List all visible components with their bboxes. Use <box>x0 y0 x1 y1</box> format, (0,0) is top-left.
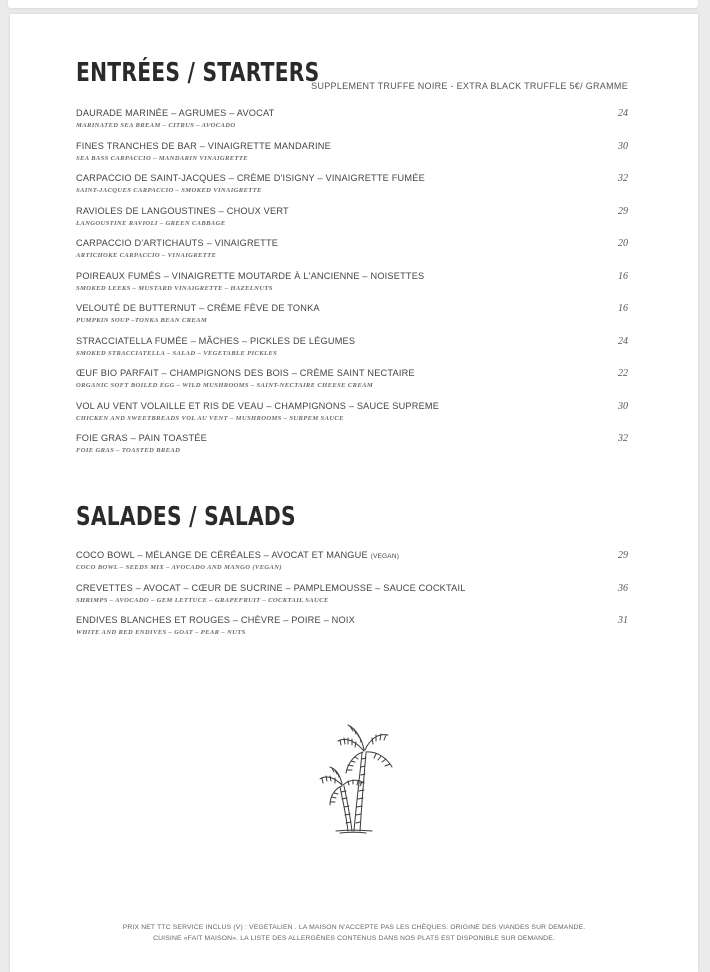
starters-title: ENTRÉES / STARTERS <box>76 58 320 88</box>
item-price: 29 <box>618 550 628 561</box>
item-translation: COCO BOWL – SEEDS MIX – AVOCADO AND MANGO (VEGAN) <box>76 564 282 571</box>
footer-line-1: PRIX NET TTC SERVICE INCLUS (V) : VEGETALIEN . LA MAISON N'ACCEPTE PAS LES CHÈQUES. ORIGINE DES VIANDES SUR DEMANDE. <box>122 924 586 931</box>
menu-item <box>76 615 628 643</box>
item-translation: FOIE GRAS – TOASTED BREAD <box>76 447 181 454</box>
item-translation: MARINATED SEA BREAM – CITRUS – AVOCADO <box>76 122 236 129</box>
item-name: FINES TRANCHES DE BAR – VINAIGRETTE MANDARINE <box>76 140 331 151</box>
palm-trees-icon <box>310 719 396 837</box>
footer-legal <box>10 922 698 944</box>
menu-item <box>76 108 628 136</box>
vegan-tag: (VEGAN) <box>370 553 400 560</box>
menu-item <box>76 401 628 429</box>
menu-item <box>76 141 628 169</box>
item-translation: SEA BASS CARPACCIO – MANDARIN VINAIGRETTE <box>76 154 248 162</box>
menu-item <box>76 271 628 299</box>
item-name: VELOUTÉ DE BUTTERNUT – CRÈME FÈVE DE TONKA <box>76 303 320 313</box>
item-name: CREVETTES – AVOCAT – CŒUR DE SUCRINE – PAMPLEMOUSSE – SAUCE COCKTAIL <box>76 582 466 593</box>
menu-item <box>76 550 628 578</box>
item-name: VOL AU VENT VOLAILLE ET RIS DE VEAU – CHAMPIGNONS – SAUCE SUPREME <box>76 400 440 411</box>
menu-item <box>76 583 628 611</box>
item-price: 24 <box>618 335 628 347</box>
item-translation: WHITE AND RED ENDIVES – GOAT – PEAR – NUTS <box>76 629 246 636</box>
item-name: POIREAUX FUMÉS – VINAIGRETTE MOUTARDE À L'ANCIENNE – NOISETTES <box>76 270 425 281</box>
item-price: 16 <box>618 303 628 314</box>
truffle-supplement-note: SUPPLEMENT TRUFFE NOIRE - EXTRA BLACK TRUFFLE 5€/ GRAMME <box>311 81 628 91</box>
item-name: CARPACCIO DE SAINT-JACQUES – CRÈME D'ISIGNY – VINAIGRETTE FUMÉE <box>76 173 425 183</box>
menu-item <box>76 303 628 331</box>
item-name: RAVIOLES DE LANGOUSTINES – CHOUX VERT <box>76 205 289 216</box>
item-translation: PUMPKIN SOUP –TONKA BEAN CREAM <box>76 317 208 324</box>
item-translation: SMOKED STRACCIATELLA – SALAD – VEGETABLE PICKLES <box>76 349 278 357</box>
item-translation: CHICKEN AND SWEETBREADS VOL AU VENT – MUSHROOMS – SURPEM SAUCE <box>76 414 344 422</box>
menu-item <box>76 206 628 234</box>
item-price: 32 <box>618 173 628 184</box>
footer-line-2: CUISINE «FAIT MAISON». LA LISTE DES ALLERGÈNES CONTENUS DANS NOS PLATS EST DISPONIBLE SUR DEMANDE. <box>153 935 555 942</box>
item-name: ENDIVES BLANCHES ET ROUGES – CHÈVRE – POIRE – NOIX <box>76 615 355 625</box>
item-translation: SHRIMPS – AVOCADO – GEM LETTUCE – GRAPEFRUIT – COCKTAIL SAUCE <box>76 596 329 604</box>
item-price: 30 <box>618 140 628 152</box>
menu-item <box>76 238 628 266</box>
item-price: 31 <box>618 615 628 626</box>
menu-item <box>76 368 628 396</box>
item-name: ŒUF BIO PARFAIT – CHAMPIGNONS DES BOIS – CRÈME SAINT NECTAIRE <box>76 368 415 378</box>
item-name: CARPACCIO D'ARTICHAUTS – VINAIGRETTE <box>76 238 279 248</box>
item-name: DAURADE MARINÉE – AGRUMES – AVOCAT <box>76 108 275 118</box>
item-price: 20 <box>618 238 628 249</box>
item-translation: LANGOUSTINE RAVIOLI – GREEN CABBAGE <box>76 219 226 227</box>
menu-item <box>76 173 628 201</box>
item-price: 29 <box>618 205 628 217</box>
menu-item <box>76 433 628 461</box>
item-price: 22 <box>618 368 628 379</box>
item-price: 16 <box>618 270 628 282</box>
item-price: 30 <box>618 400 628 412</box>
menu-item <box>76 336 628 364</box>
menu-page <box>10 14 698 972</box>
salads-title: SALADES / SALADS <box>76 502 296 532</box>
item-price: 24 <box>618 108 628 119</box>
item-name: STRACCIATELLA FUMÉE – MÂCHES – PICKLES DE LÉGUMES <box>76 335 356 346</box>
item-price: 36 <box>618 582 628 594</box>
item-translation: ORGANIC SOFT BOILED EGG – WILD MUSHROOMS – SAINT-NECTAIRE CHEESE CREAM <box>76 382 374 389</box>
item-translation: ARTICHOKE CARPACCIO – VINAIGRETTE <box>76 252 217 259</box>
item-translation: SMOKED LEEKS – MUSTARD VINAIGRETTE – HAZELNUTS <box>76 284 273 292</box>
previous-page-edge <box>8 0 698 8</box>
item-name: FOIE GRAS – PAIN TOASTÉE <box>76 433 207 443</box>
item-price: 32 <box>618 433 628 444</box>
item-translation: SAINT-JACQUES CARPACCIO – SMOKED VINAIGRETTE <box>76 187 262 194</box>
item-name: COCO BOWL – MÉLANGE DE CÉRÉALES – AVOCAT ET MANGUE (VEGAN) <box>76 550 400 560</box>
